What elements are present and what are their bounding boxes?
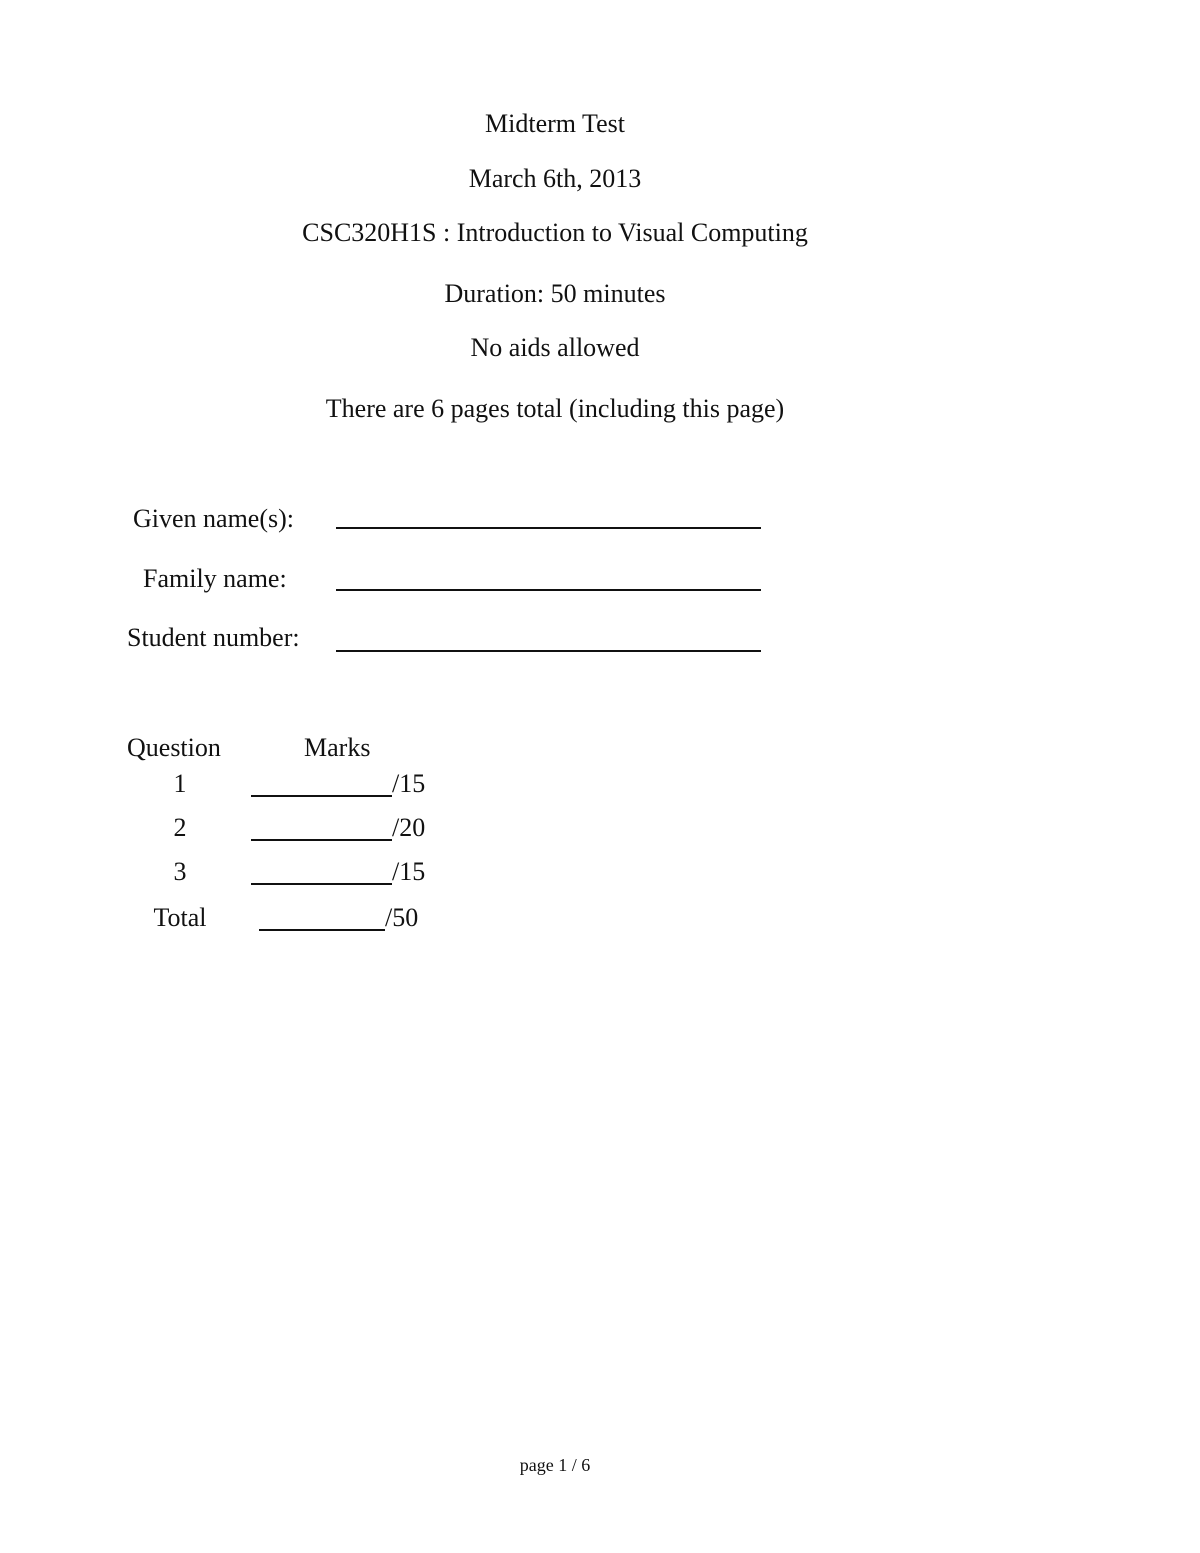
question-column-header: Question [127,733,221,762]
given-name-field[interactable] [336,527,761,529]
student-number-label: Student number: [127,623,300,652]
marks-blank[interactable] [251,883,392,885]
marks-blank[interactable] [251,795,392,797]
marks-blank[interactable] [251,839,392,841]
exam-date: March 6th, 2013 [468,164,642,193]
total-max-marks: /50 [385,903,419,932]
max-marks: /15 [392,769,426,798]
page-count-notice: There are 6 pages total (including this page) [325,394,785,423]
family-name-label: Family name: [143,564,287,593]
exam-duration: Duration: 50 minutes [444,279,666,308]
question-number: 3 [173,857,187,886]
question-number: 1 [173,769,187,798]
family-name-field[interactable] [336,589,761,591]
total-marks-blank[interactable] [259,929,385,931]
max-marks: /20 [392,813,426,842]
exam-title: Midterm Test [485,109,625,138]
question-number: 2 [173,813,187,842]
page-number: page 1 / 6 [519,1455,591,1475]
aids-notice: No aids allowed [470,333,640,362]
total-label: Total [153,903,207,932]
student-number-field[interactable] [336,650,761,652]
marks-column-header: Marks [304,733,371,762]
course-name: CSC320H1S : Introduction to Visual Computing [302,218,808,247]
given-name-label: Given name(s): [133,504,295,533]
max-marks: /15 [392,857,426,886]
